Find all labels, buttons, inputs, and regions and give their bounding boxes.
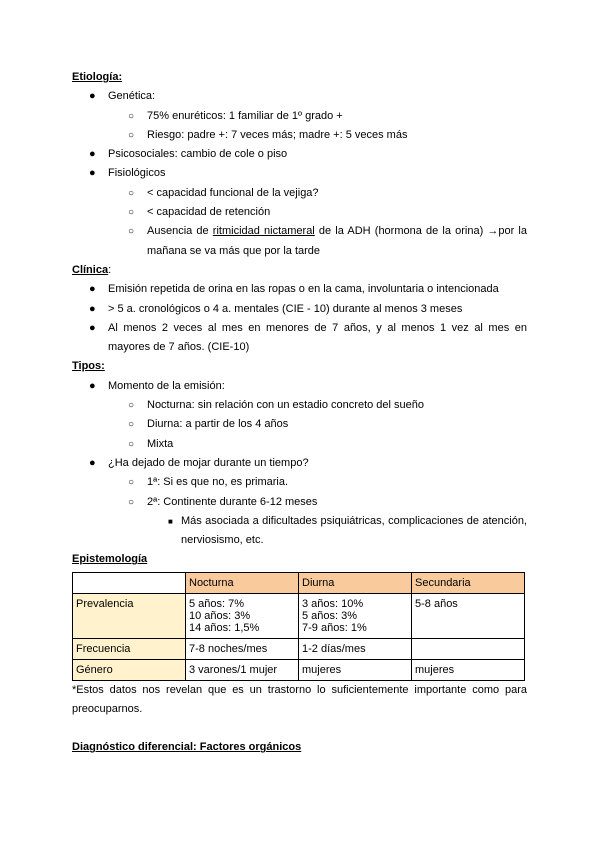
list-item: ● Fisiológicos [72, 164, 527, 183]
list-item: ○ Riesgo: padre +: 7 veces más; madre +: 5 veces más [72, 126, 527, 145]
circle-bullet-icon: ○ [128, 226, 135, 238]
bullet-icon: ● [89, 379, 96, 392]
heading-epistemologia: Epistemología [72, 553, 148, 566]
circle-bullet-icon: ○ [128, 496, 135, 508]
list-item: ○ 75% enuréticos: 1 familiar de 1º grado + [72, 107, 527, 126]
epistemologia-table [72, 572, 525, 681]
table-row [73, 659, 525, 680]
table-header-row [73, 572, 525, 593]
list-item: ● Momento de la emisión: [72, 377, 527, 396]
heading-tipos: Tipos: [72, 360, 105, 373]
table-cell: mujeres [412, 659, 525, 680]
header-cell [73, 572, 186, 593]
table-cell: 5-8 años [412, 593, 525, 638]
list-item: ○ < capacidad de retención [72, 203, 527, 222]
circle-bullet-icon: ○ [128, 110, 135, 122]
row-label: Prevalencia [73, 593, 186, 638]
table-cell: mujeres [299, 659, 412, 680]
circle-bullet-icon: ○ [128, 207, 135, 219]
header-cell: Diurna [299, 572, 412, 593]
bullet-icon: ● [89, 456, 96, 469]
bullet-icon: ● [89, 302, 96, 315]
circle-bullet-icon: ○ [128, 129, 135, 141]
table-cell: 3 varones/1 mujer [186, 659, 299, 680]
bullet-icon: ● [89, 148, 96, 161]
list-item: ○ Mixta [72, 435, 527, 454]
table-cell: 3 años: 10% 5 años: 3% 7-9 años: 1% [299, 593, 412, 638]
table-cell: 5 años: 7% 10 años: 3% 14 años: 1,5% [186, 593, 299, 638]
list-item: ○ < capacidad funcional de la vejiga? [72, 184, 527, 203]
list-item: ○ 1ª: Si es que no, es primaria. [72, 473, 527, 492]
heading-clinica: Clínica: [72, 263, 112, 276]
header-cell: Secundaria [412, 572, 525, 593]
row-label: Frecuencia [73, 638, 186, 659]
square-bullet-icon: ■ [168, 516, 173, 526]
table-cell: 1-2 días/mes [299, 638, 412, 659]
table-row [73, 638, 525, 659]
list-item: ● > 5 a. cronológicos o 4 a. mentales (CIE - 10) durante al menos 3 meses [72, 300, 527, 319]
circle-bullet-icon: ○ [128, 438, 135, 450]
circle-bullet-icon: ○ [128, 419, 135, 431]
table-note: *Estos datos nos revelan que es un trastorno lo suficientemente importante como para preocuparnos. [72, 683, 527, 716]
heading-diagnostico: Diagnóstico diferencial: Factores orgánicos [72, 741, 302, 754]
bullet-icon: ● [89, 283, 96, 296]
table-cell: 7-8 noches/mes [186, 638, 299, 659]
circle-bullet-icon: ○ [128, 400, 135, 412]
heading-etiologia: Etiología: [72, 71, 123, 83]
table-cell [412, 638, 525, 659]
bullet-icon: ● [89, 321, 96, 334]
list-item: ● ¿Ha dejado de mojar durante un tiempo? [72, 454, 527, 473]
bullet-icon: ● [89, 90, 96, 103]
list-item: ○ Nocturna: sin relación con un estadio concreto del sueño [72, 396, 527, 415]
circle-bullet-icon: ○ [128, 187, 135, 199]
list-item: ● Emisión repetida de orina en las ropas o en la cama, involuntaria o intencionada [72, 280, 527, 299]
list-item: ○ 2ª: Continente durante 6-12 meses [72, 493, 527, 512]
circle-bullet-icon: ○ [128, 477, 135, 489]
list-item: ● Psicosociales: cambio de cole o piso [72, 145, 527, 164]
list-item: ● Genética: [72, 87, 527, 106]
list-item: ○ Diurna: a partir de los 4 años [72, 415, 527, 434]
bullet-icon: ● [89, 167, 96, 180]
list-item: ● Al menos 2 veces al mes en menores de 7 años, y al menos 1 vez al mes en mayores de 7 años. (CIE-10) [72, 319, 527, 358]
list-item: ○ Ausencia de ritmicidad nictameral de la ADH (hormona de la orina) →por la mañana se va más que por la tarde [72, 222, 527, 261]
header-cell: Nocturna [186, 572, 299, 593]
row-label: Género [73, 659, 186, 680]
list-item: ■ Más asociada a dificultades psiquiátricas, complicaciones de atención, nerviosismo, etc. [72, 512, 527, 551]
table-row [73, 593, 525, 638]
